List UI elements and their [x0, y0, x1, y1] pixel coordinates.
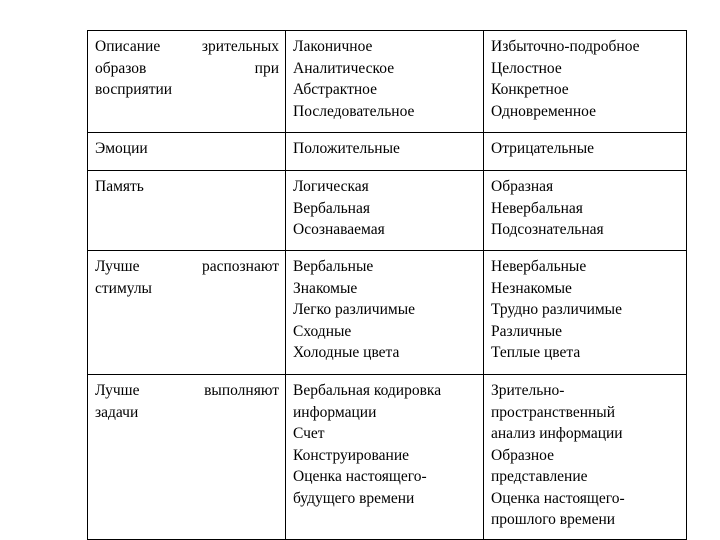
cell-line: Положительные — [293, 140, 400, 157]
comparison-table — [87, 30, 687, 540]
cell-line: Оценка настоящего- — [293, 468, 427, 485]
cell-line: Аналитическое — [293, 59, 395, 77]
left-hemisphere-cell — [286, 251, 484, 375]
header-line — [95, 58, 279, 80]
cell-line: представление — [491, 468, 588, 485]
left-hemisphere-cell — [286, 31, 484, 133]
cell-line: Последовательное — [293, 102, 415, 120]
header-word: Эмоции — [95, 140, 148, 157]
row-header-cell — [88, 375, 286, 540]
header-word: стимулы — [95, 279, 152, 297]
cell-line: Конкретное — [491, 81, 569, 98]
header-line — [95, 380, 279, 402]
header-word: зрительных — [201, 38, 279, 55]
cell-line: Логическая — [293, 178, 369, 195]
left-hemisphere-cell — [286, 375, 484, 540]
left-hemisphere-cell — [286, 133, 484, 171]
cell-line: Холодные цвета — [293, 344, 400, 361]
header-word: распознают — [201, 258, 279, 275]
header-word: Описание — [95, 38, 161, 55]
header-line — [95, 256, 279, 278]
header-word: образов — [95, 59, 147, 77]
cell-line: Осознаваемая — [293, 221, 385, 238]
cell-line: Образное — [491, 446, 554, 464]
row-header-cell — [88, 171, 286, 251]
cell-line: Трудно различимые — [491, 301, 622, 318]
cell-line: Теплые цвета — [491, 344, 581, 361]
cell-line: анализ информации — [491, 425, 623, 442]
cell-line: Избыточно-подробное — [491, 38, 640, 55]
cell-line: Отрицательные — [491, 140, 595, 157]
cell-line: информации — [293, 403, 377, 421]
cell-line: Лаконичное — [293, 38, 373, 55]
table-row — [88, 133, 687, 171]
header-line — [95, 36, 279, 58]
cell-line: будущего времени — [293, 489, 415, 507]
cell-line: Конструирование — [293, 446, 410, 464]
right-hemisphere-cell — [484, 171, 687, 251]
cell-line: Вербальная кодировка — [293, 382, 442, 399]
header-line — [95, 138, 279, 160]
cell-line: Целостное — [491, 59, 562, 77]
cell-line: Невербальные — [491, 258, 587, 275]
right-hemisphere-cell — [484, 133, 687, 171]
cell-line: Различные — [491, 322, 563, 340]
header-word: Память — [95, 178, 144, 195]
table-row — [88, 375, 687, 540]
cell-line: Оценка настоящего- — [491, 489, 625, 507]
cell-line: пространственный — [491, 403, 616, 421]
right-hemisphere-cell — [484, 375, 687, 540]
cell-line: Легко различимые — [293, 301, 415, 318]
header-word: Лучше — [95, 382, 140, 399]
header-word: выполняют — [204, 382, 279, 399]
cell-line: Зрительно- — [491, 382, 565, 399]
cell-line: Вербальные — [293, 258, 374, 275]
cell-line: Одновременное — [491, 102, 596, 120]
cell-line: Незнакомые — [491, 279, 572, 297]
header-word: задачи — [95, 403, 139, 421]
cell-line: Счет — [293, 425, 325, 442]
table-row — [88, 251, 687, 375]
left-hemisphere-cell — [286, 171, 484, 251]
cell-line: Подсознательная — [491, 221, 604, 238]
header-line — [95, 79, 279, 101]
cell-line: Знакомые — [293, 279, 358, 297]
header-line — [95, 402, 279, 424]
header-word: Лучше — [95, 258, 140, 275]
table-row — [88, 171, 687, 251]
right-hemisphere-cell — [484, 31, 687, 133]
header-word: при — [254, 59, 279, 77]
header-line — [95, 278, 279, 300]
cell-line: Невербальная — [491, 199, 583, 217]
cell-line: Сходные — [293, 322, 352, 340]
cell-line: Образная — [491, 178, 554, 195]
cell-line: Абстрактное — [293, 81, 377, 98]
header-word: восприятии — [95, 81, 173, 98]
row-header-cell — [88, 133, 286, 171]
right-hemisphere-cell — [484, 251, 687, 375]
table-row — [88, 31, 687, 133]
row-header-cell — [88, 251, 286, 375]
header-line — [95, 176, 279, 198]
row-header-cell — [88, 31, 286, 133]
cell-line: прошлого времени — [491, 511, 616, 528]
cell-line: Вербальная — [293, 199, 370, 217]
